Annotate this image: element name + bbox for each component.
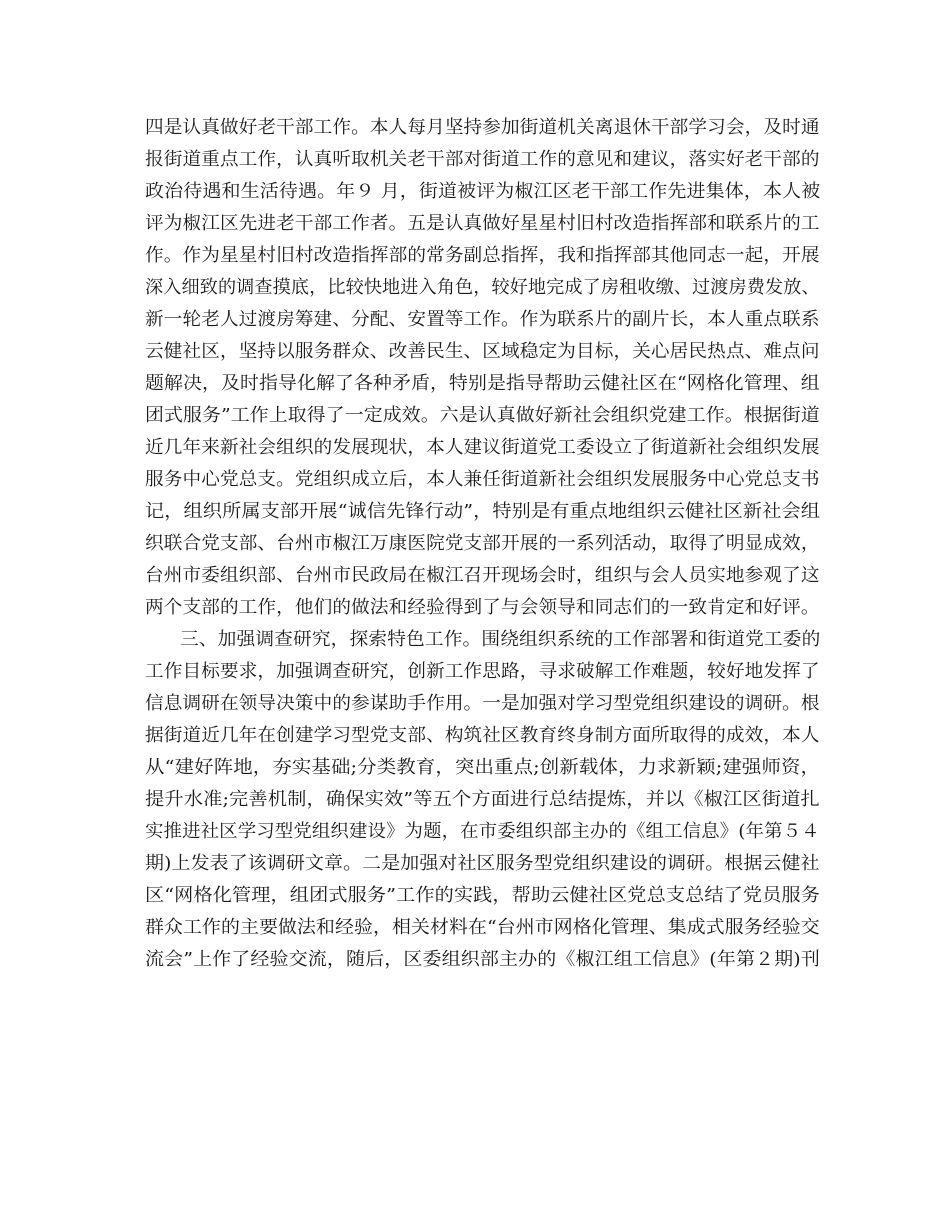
- text-line: 流会”上作了经验交流，随后，区委组织部主办的《椒江组工信息》(年第２期)刊: [145, 949, 820, 970]
- text-line: 政治待遇和生活待遇。年９ 月，街道被评为椒江区老干部工作先进集体，本人被: [145, 181, 821, 202]
- text-line: 群众工作的主要做法和经验，相关材料在“台州市网格化管理、集成式服务经验交: [145, 917, 820, 938]
- text-line: 从“建好阵地，夯实基础;分类教育，突出重点;创新载体，力求新颖;建强师资，: [145, 757, 821, 778]
- text-line: 期)上发表了该调研文章。二是加强对社区服务型党组织建设的调研。根据云健社: [145, 853, 820, 874]
- text-line: 服务中心党总支。党组织成立后，本人兼任街道新社会组织发展服务中心党总支书: [145, 469, 820, 490]
- text-line: 工作目标要求，加强调查研究，创新工作思路，寻求破解工作难题，较好地发挥了: [145, 661, 820, 682]
- text-line: 提升水准;完善机制，确保实效”等五个方面进行总结提炼，并以《椒江区街道扎: [145, 789, 820, 810]
- text-line: 报街道重点工作，认真听取机关老干部对街道工作的意见和建议，落实好老干部的: [145, 149, 820, 170]
- paragraph-first-line: 三、加强调查研究，探索特色工作。围绕组织系统的工作部署和街道党工委的: [180, 629, 821, 650]
- text-line: 区“网格化管理，组团式服务”工作的实践，帮助云健社区党总支总结了党员服务: [145, 885, 821, 906]
- text-line: 织联合党支部、台州市椒江万康医院党支部开展的一系列活动，取得了明显成效，: [145, 533, 820, 554]
- text-line: 云健社区，坚持以服务群众、改善民生、区域稳定为目标，关心居民热点、难点问: [145, 341, 820, 362]
- text-line: 近几年来新社会组织的发展现状，本人建议街道党工委设立了街道新社会组织发展: [145, 437, 820, 458]
- text-line: 作。作为星星村旧村改造指挥部的常务副总指挥，我和指挥部其他同志一起，开展: [145, 245, 820, 266]
- text-line: 团式服务”工作上取得了一定成效。六是认真做好新社会组织党建工作。根据街道: [145, 405, 820, 426]
- text-line: 深入细致的调查摸底，比较快地进入角色，较好地完成了房租收缴、过渡房费发放、: [145, 277, 820, 298]
- text-line: 题解决，及时指导化解了各种矛盾，特别是指导帮助云健社区在“网格化管理、组: [145, 373, 820, 394]
- text-line: 实推进社区学习型党组织建设》为题，在市委组织部主办的《组工信息》(年第５４: [145, 821, 820, 842]
- text-line: 据街道近几年在创建学习型党支部、构筑社区教育终身制方面所取得的成效，本人: [145, 725, 820, 746]
- text-line: 记，组织所属支部开展“诚信先锋行动”，特别是有重点地组织云健社区新社会组: [145, 501, 821, 522]
- text-line: 信息调研在领导决策中的参谋助手作用。一是加强对学习型党组织建设的调研。根: [145, 693, 820, 714]
- text-line: 台州市委组织部、台州市民政局在椒江召开现场会时，组织与会人员实地参观了这: [145, 565, 820, 586]
- text-line: 评为椒江区先进老干部工作者。五是认真做好星星村旧村改造指挥部和联系片的工: [145, 213, 820, 234]
- text-line: 两个支部的工作，他们的做法和经验得到了与会领导和同志们的一致肯定和好评。: [145, 597, 820, 618]
- text-line: 四是认真做好老干部工作。本人每月坚持参加街道机关离退休干部学习会，及时通: [145, 117, 820, 138]
- text-line: 新一轮老人过渡房筹建、分配、安置等工作。作为联系片的副片长，本人重点联系: [145, 309, 820, 330]
